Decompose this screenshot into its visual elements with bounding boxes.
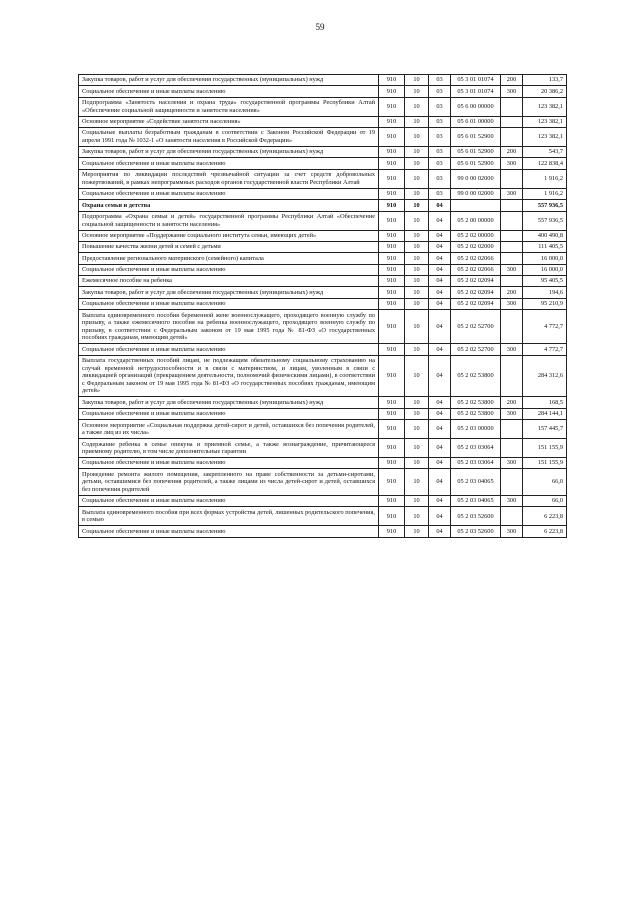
row-name-cell: Социальное обеспечение и иные выплаты населению bbox=[79, 158, 379, 169]
target-article-cell: 05 2 03 52600 bbox=[451, 526, 501, 537]
row-name-cell: Социальное обеспечение и иные выплаты населению bbox=[79, 458, 379, 469]
subsection-code-cell: 04 bbox=[429, 298, 451, 309]
amount-cell: 151 155,9 bbox=[523, 458, 567, 469]
table-row bbox=[79, 97, 567, 116]
section-code-cell: 10 bbox=[405, 287, 429, 298]
row-name-cell: Содержание ребенка в семье опекуна и приемной семье, а также вознаграждение, причитающееся приемному родителю, в том числе дополнительные гарантии bbox=[79, 439, 379, 458]
subsection-code-cell: 04 bbox=[429, 420, 451, 439]
expense-type-cell: 200 bbox=[501, 397, 523, 408]
target-article-cell: 99 0 00 02000 bbox=[451, 188, 501, 199]
amount-cell: 123 382,1 bbox=[523, 128, 567, 147]
ved-code-cell: 910 bbox=[379, 86, 405, 97]
subsection-code-cell: 04 bbox=[429, 408, 451, 419]
expense-type-cell: 300 bbox=[501, 344, 523, 355]
subsection-code-cell: 04 bbox=[429, 241, 451, 252]
amount-cell: 157 445,7 bbox=[523, 420, 567, 439]
expense-type-cell: 300 bbox=[501, 86, 523, 97]
subsection-code-cell: 04 bbox=[429, 310, 451, 344]
table-row bbox=[79, 253, 567, 264]
subsection-code-cell: 04 bbox=[429, 200, 451, 211]
section-code-cell: 10 bbox=[405, 439, 429, 458]
amount-cell: 543,7 bbox=[523, 147, 567, 158]
ved-code-cell: 910 bbox=[379, 420, 405, 439]
section-code-cell: 10 bbox=[405, 458, 429, 469]
budget-table bbox=[78, 74, 567, 538]
row-name-cell: Закупка товаров, работ и услуг для обеспечения государственных (муниципальных) нужд bbox=[79, 397, 379, 408]
subsection-code-cell: 04 bbox=[429, 344, 451, 355]
subsection-code-cell: 03 bbox=[429, 86, 451, 97]
ved-code-cell: 910 bbox=[379, 469, 405, 496]
target-article-cell: 05 2 02 00000 bbox=[451, 230, 501, 241]
target-article-cell: 05 3 01 01074 bbox=[451, 86, 501, 97]
table-row bbox=[79, 158, 567, 169]
section-code-cell: 10 bbox=[405, 241, 429, 252]
table-row bbox=[79, 420, 567, 439]
amount-cell: 111 405,5 bbox=[523, 241, 567, 252]
expense-type-cell: 300 bbox=[501, 458, 523, 469]
expense-type-cell: 300 bbox=[501, 298, 523, 309]
table-row bbox=[79, 169, 567, 188]
target-article-cell: 05 2 02 02094 bbox=[451, 276, 501, 287]
amount-cell: 284 144,1 bbox=[523, 408, 567, 419]
amount-cell: 4 772,7 bbox=[523, 310, 567, 344]
section-code-cell: 10 bbox=[405, 355, 429, 397]
ved-code-cell: 910 bbox=[379, 116, 405, 127]
row-name-cell: Охрана семьи и детства bbox=[79, 200, 379, 211]
subsection-code-cell: 04 bbox=[429, 397, 451, 408]
expense-type-cell bbox=[501, 253, 523, 264]
row-name-cell: Выплата единовременного пособия при всех формах устройства детей, лишенных родительского попечения, в семью bbox=[79, 507, 379, 526]
amount-cell: 6 223,8 bbox=[523, 526, 567, 537]
section-code-cell: 10 bbox=[405, 97, 429, 116]
ved-code-cell: 910 bbox=[379, 408, 405, 419]
subsection-code-cell: 04 bbox=[429, 439, 451, 458]
amount-cell: 122 838,4 bbox=[523, 158, 567, 169]
subsection-code-cell: 04 bbox=[429, 496, 451, 507]
section-code-cell: 10 bbox=[405, 128, 429, 147]
table-row bbox=[79, 408, 567, 419]
expense-type-cell bbox=[501, 211, 523, 230]
ved-code-cell: 910 bbox=[379, 188, 405, 199]
row-name-cell: Основное мероприятие «Поддержание социального института семьи, имеющих детей» bbox=[79, 230, 379, 241]
row-name-cell: Закупка товаров, работ и услуг для обеспечения государственных (муниципальных) нужд bbox=[79, 75, 379, 86]
table-row bbox=[79, 355, 567, 397]
target-article-cell: 05 2 02 02000 bbox=[451, 241, 501, 252]
target-article-cell: 05 2 02 53800 bbox=[451, 355, 501, 397]
amount-cell: 400 490,8 bbox=[523, 230, 567, 241]
expense-type-cell: 200 bbox=[501, 147, 523, 158]
expense-type-cell bbox=[501, 128, 523, 147]
ved-code-cell: 910 bbox=[379, 253, 405, 264]
row-name-cell: Подпрограмма «Охрана семьи и детей» государственной программы Республики Алтай «Обеспечение социальной защищенности и занятости населения» bbox=[79, 211, 379, 230]
expense-type-cell: 300 bbox=[501, 158, 523, 169]
ved-code-cell: 910 bbox=[379, 276, 405, 287]
ved-code-cell: 910 bbox=[379, 344, 405, 355]
target-article-cell: 05 2 02 53800 bbox=[451, 408, 501, 419]
amount-cell: 168,5 bbox=[523, 397, 567, 408]
ved-code-cell: 910 bbox=[379, 211, 405, 230]
ved-code-cell: 910 bbox=[379, 355, 405, 397]
ved-code-cell: 910 bbox=[379, 458, 405, 469]
row-name-cell: Мероприятия по ликвидации последствий чрезвычайной ситуации за счет средств добровольных пожертвований, в рамках непрограммных расходов органов государственной власти Республики Алтай bbox=[79, 169, 379, 188]
expense-type-cell bbox=[501, 469, 523, 496]
amount-cell: 151 155,9 bbox=[523, 439, 567, 458]
section-code-cell: 10 bbox=[405, 253, 429, 264]
amount-cell: 123 382,1 bbox=[523, 97, 567, 116]
section-code-cell: 10 bbox=[405, 230, 429, 241]
row-name-cell: Социальное обеспечение и иные выплаты населению bbox=[79, 188, 379, 199]
ved-code-cell: 910 bbox=[379, 169, 405, 188]
amount-cell: 16 000,0 bbox=[523, 253, 567, 264]
target-article-cell: 05 2 02 02066 bbox=[451, 253, 501, 264]
row-name-cell: Повышение качества жизни детей и семей с детьми bbox=[79, 241, 379, 252]
section-code-cell: 10 bbox=[405, 211, 429, 230]
ved-code-cell: 910 bbox=[379, 158, 405, 169]
target-article-cell: 05 3 01 01074 bbox=[451, 75, 501, 86]
table-row bbox=[79, 469, 567, 496]
ved-code-cell: 910 bbox=[379, 298, 405, 309]
subsection-code-cell: 03 bbox=[429, 75, 451, 86]
subsection-code-cell: 04 bbox=[429, 253, 451, 264]
row-name-cell: Социальное обеспечение и иные выплаты населению bbox=[79, 86, 379, 97]
expense-type-cell: 200 bbox=[501, 287, 523, 298]
subsection-code-cell: 04 bbox=[429, 526, 451, 537]
target-article-cell: 05 6 01 52900 bbox=[451, 128, 501, 147]
subsection-code-cell: 03 bbox=[429, 128, 451, 147]
table-row bbox=[79, 310, 567, 344]
subsection-code-cell: 04 bbox=[429, 276, 451, 287]
table-row bbox=[79, 188, 567, 199]
table-row bbox=[79, 241, 567, 252]
subsection-code-cell: 04 bbox=[429, 264, 451, 275]
ved-code-cell: 910 bbox=[379, 200, 405, 211]
target-article-cell: 05 6 01 52900 bbox=[451, 158, 501, 169]
target-article-cell: 05 2 02 53800 bbox=[451, 397, 501, 408]
section-code-cell: 10 bbox=[405, 75, 429, 86]
section-code-cell: 10 bbox=[405, 188, 429, 199]
expense-type-cell bbox=[501, 169, 523, 188]
subsection-code-cell: 04 bbox=[429, 355, 451, 397]
target-article-cell bbox=[451, 200, 501, 211]
expense-type-cell: 300 bbox=[501, 188, 523, 199]
row-name-cell: Социальное обеспечение и иные выплаты населению bbox=[79, 496, 379, 507]
expense-type-cell bbox=[501, 116, 523, 127]
target-article-cell: 05 2 03 52600 bbox=[451, 507, 501, 526]
row-name-cell: Основное мероприятие «Содействие занятости населения» bbox=[79, 116, 379, 127]
table-row bbox=[79, 147, 567, 158]
target-article-cell: 05 2 03 03064 bbox=[451, 458, 501, 469]
expense-type-cell: 300 bbox=[501, 526, 523, 537]
amount-cell: 95 405,5 bbox=[523, 276, 567, 287]
table-row bbox=[79, 344, 567, 355]
expense-type-cell bbox=[501, 355, 523, 397]
ved-code-cell: 910 bbox=[379, 241, 405, 252]
target-article-cell: 05 6 01 00000 bbox=[451, 116, 501, 127]
target-article-cell: 05 2 02 52700 bbox=[451, 310, 501, 344]
row-name-cell: Подпрограмма «Занятость населения и охрана труда» государственной программы Республики Алтай «Обеспечение социальной защищенности и занятости населения» bbox=[79, 97, 379, 116]
section-code-cell: 10 bbox=[405, 408, 429, 419]
expense-type-cell bbox=[501, 241, 523, 252]
ved-code-cell: 910 bbox=[379, 97, 405, 116]
subsection-code-cell: 04 bbox=[429, 230, 451, 241]
table-row bbox=[79, 507, 567, 526]
ved-code-cell: 910 bbox=[379, 230, 405, 241]
table-row bbox=[79, 439, 567, 458]
row-name-cell: Закупка товаров, работ и услуг для обеспечения государственных (муниципальных) нужд bbox=[79, 287, 379, 298]
target-article-cell: 05 2 02 02094 bbox=[451, 298, 501, 309]
row-name-cell: Основное мероприятие «Социальная поддержка детей-сирот и детей, оставшихся без попечения родителей, а также лиц из их числа» bbox=[79, 420, 379, 439]
expense-type-cell bbox=[501, 439, 523, 458]
target-article-cell: 05 6 01 52900 bbox=[451, 147, 501, 158]
target-article-cell: 99 0 00 02000 bbox=[451, 169, 501, 188]
ved-code-cell: 910 bbox=[379, 526, 405, 537]
target-article-cell: 05 2 03 00000 bbox=[451, 420, 501, 439]
table-row bbox=[79, 128, 567, 147]
table-row bbox=[79, 86, 567, 97]
row-name-cell: Выплата государственных пособий лицам, не подлежащим обязательному социальному страхованию на случай временной нетрудоспособности и в связи с материнством, и лицам, уволенным в связи с ликвидацией организаций (прекращением деятельности, полномочий физическими лицами), в соответствии с Федеральным законом от 19 мая 1995 года № 81-ФЗ «О государственных пособиях гражданам, имеющим детей» bbox=[79, 355, 379, 397]
row-name-cell: Социальное обеспечение и иные выплаты населению bbox=[79, 298, 379, 309]
section-code-cell: 10 bbox=[405, 86, 429, 97]
subsection-code-cell: 03 bbox=[429, 116, 451, 127]
table-row bbox=[79, 496, 567, 507]
amount-cell: 95 210,9 bbox=[523, 298, 567, 309]
target-article-cell: 05 2 02 02094 bbox=[451, 287, 501, 298]
target-article-cell: 05 2 03 03064 bbox=[451, 439, 501, 458]
amount-cell: 16 000,0 bbox=[523, 264, 567, 275]
amount-cell: 557 936,5 bbox=[523, 200, 567, 211]
subsection-code-cell: 03 bbox=[429, 158, 451, 169]
target-article-cell: 05 2 02 02066 bbox=[451, 264, 501, 275]
ved-code-cell: 910 bbox=[379, 128, 405, 147]
table-row bbox=[79, 458, 567, 469]
section-code-cell: 10 bbox=[405, 276, 429, 287]
subsection-code-cell: 04 bbox=[429, 287, 451, 298]
expense-type-cell bbox=[501, 507, 523, 526]
table-row bbox=[79, 116, 567, 127]
target-article-cell: 05 2 03 04065 bbox=[451, 496, 501, 507]
expense-type-cell bbox=[501, 310, 523, 344]
row-name-cell: Социальное обеспечение и иные выплаты населению bbox=[79, 264, 379, 275]
expense-type-cell bbox=[501, 97, 523, 116]
subsection-code-cell: 04 bbox=[429, 458, 451, 469]
ved-code-cell: 910 bbox=[379, 147, 405, 158]
section-code-cell: 10 bbox=[405, 298, 429, 309]
amount-cell: 194,6 bbox=[523, 287, 567, 298]
amount-cell: 1 916,2 bbox=[523, 169, 567, 188]
amount-cell: 66,0 bbox=[523, 496, 567, 507]
section-code-cell: 10 bbox=[405, 469, 429, 496]
section-code-cell: 10 bbox=[405, 344, 429, 355]
row-name-cell: Закупка товаров, работ и услуг для обеспечения государственных (муниципальных) нужд bbox=[79, 147, 379, 158]
row-name-cell: Социальное обеспечение и иные выплаты населению bbox=[79, 344, 379, 355]
row-name-cell: Социальное обеспечение и иные выплаты населению bbox=[79, 526, 379, 537]
expense-type-cell: 300 bbox=[501, 408, 523, 419]
amount-cell: 557 936,5 bbox=[523, 211, 567, 230]
table-row bbox=[79, 287, 567, 298]
section-code-cell: 10 bbox=[405, 496, 429, 507]
ved-code-cell: 910 bbox=[379, 264, 405, 275]
page-number: 59 bbox=[315, 22, 325, 32]
table-row bbox=[79, 230, 567, 241]
table-row bbox=[79, 75, 567, 86]
table-row bbox=[79, 526, 567, 537]
table-row bbox=[79, 264, 567, 275]
section-code-cell: 10 bbox=[405, 264, 429, 275]
ved-code-cell: 910 bbox=[379, 310, 405, 344]
section-code-cell: 10 bbox=[405, 507, 429, 526]
expense-type-cell: 300 bbox=[501, 264, 523, 275]
subsection-code-cell: 04 bbox=[429, 507, 451, 526]
row-name-cell: Проведение ремонта жилого помещения, закрепленного на праве собственности за детьми-сиротами, детьми, оставшимися без попечения родителей, а также лицами из числа детей-сирот и детей, оставшихся без попечения родителей bbox=[79, 469, 379, 496]
amount-cell: 66,0 bbox=[523, 469, 567, 496]
section-code-cell: 10 bbox=[405, 420, 429, 439]
target-article-cell: 05 2 03 04065 bbox=[451, 469, 501, 496]
target-article-cell: 05 2 00 00000 bbox=[451, 211, 501, 230]
row-name-cell: Социальные выплаты безработным гражданам в соответствии с Законом Российской Федерации от 19 апреля 1991 года № 1032-1 «О занятости населения в Российской Федерации» bbox=[79, 128, 379, 147]
expense-type-cell: 200 bbox=[501, 75, 523, 86]
subsection-code-cell: 04 bbox=[429, 211, 451, 230]
table-body bbox=[79, 75, 567, 538]
section-code-cell: 10 bbox=[405, 116, 429, 127]
amount-cell: 284 312,6 bbox=[523, 355, 567, 397]
table-row bbox=[79, 211, 567, 230]
target-article-cell: 05 6 00 00000 bbox=[451, 97, 501, 116]
section-code-cell: 10 bbox=[405, 147, 429, 158]
section-code-cell: 10 bbox=[405, 169, 429, 188]
subsection-code-cell: 04 bbox=[429, 469, 451, 496]
amount-cell: 133,7 bbox=[523, 75, 567, 86]
amount-cell: 20 386,2 bbox=[523, 86, 567, 97]
section-code-cell: 10 bbox=[405, 310, 429, 344]
row-name-cell: Ежемесячное пособие на ребенка bbox=[79, 276, 379, 287]
section-code-cell: 10 bbox=[405, 526, 429, 537]
target-article-cell: 05 2 02 52700 bbox=[451, 344, 501, 355]
ved-code-cell: 910 bbox=[379, 75, 405, 86]
section-code-cell: 10 bbox=[405, 200, 429, 211]
expense-type-cell bbox=[501, 276, 523, 287]
ved-code-cell: 910 bbox=[379, 397, 405, 408]
table-row bbox=[79, 397, 567, 408]
table-row bbox=[79, 200, 567, 211]
ved-code-cell: 910 bbox=[379, 507, 405, 526]
expense-type-cell bbox=[501, 230, 523, 241]
section-code-cell: 10 bbox=[405, 397, 429, 408]
subsection-code-cell: 03 bbox=[429, 188, 451, 199]
row-name-cell: Предоставление регионального материнского (семейного) капитала bbox=[79, 253, 379, 264]
table-row bbox=[79, 298, 567, 309]
expense-type-cell: 300 bbox=[501, 496, 523, 507]
section-code-cell: 10 bbox=[405, 158, 429, 169]
expense-type-cell bbox=[501, 420, 523, 439]
expense-type-cell bbox=[501, 200, 523, 211]
subsection-code-cell: 03 bbox=[429, 169, 451, 188]
amount-cell: 4 772,7 bbox=[523, 344, 567, 355]
ved-code-cell: 910 bbox=[379, 287, 405, 298]
amount-cell: 6 223,8 bbox=[523, 507, 567, 526]
table-row bbox=[79, 276, 567, 287]
row-name-cell: Социальное обеспечение и иные выплаты населению bbox=[79, 408, 379, 419]
subsection-code-cell: 03 bbox=[429, 147, 451, 158]
ved-code-cell: 910 bbox=[379, 439, 405, 458]
amount-cell: 123 382,1 bbox=[523, 116, 567, 127]
row-name-cell: Выплата единовременного пособия беременной жене военнослужащего, проходящего военную службу по призыву, а также ежемесячного пособия на ребенка военнослужащего, проходящего военную службу по призыву, в соответствии с Федеральным законом от 19 мая 1995 года № 81-ФЗ «О государственных пособиях гражданам, имеющим детей» bbox=[79, 310, 379, 344]
amount-cell: 1 916,2 bbox=[523, 188, 567, 199]
ved-code-cell: 910 bbox=[379, 496, 405, 507]
subsection-code-cell: 03 bbox=[429, 97, 451, 116]
